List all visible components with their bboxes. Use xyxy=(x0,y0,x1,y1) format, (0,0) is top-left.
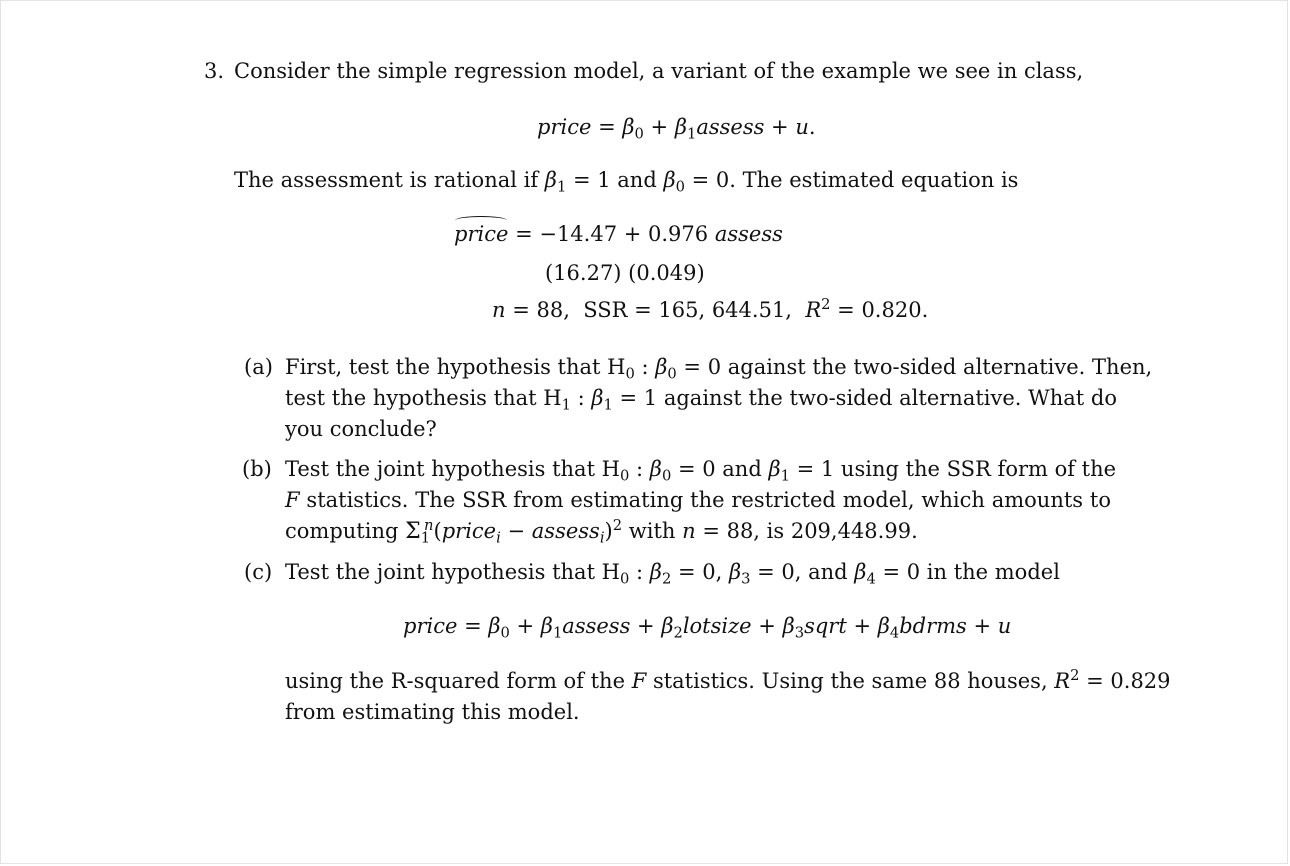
price-hat: price xyxy=(454,222,509,246)
part-b-line-1: Test the joint hypothesis that $H_0$ : $\beta_0 = 0$ and $\beta_1 = 1$ using the SSR form of the xyxy=(285,457,1117,485)
estimated-rhs: = −14.47 + 0.976 assess xyxy=(515,222,783,246)
part-c-line-1: Test the joint hypothesis that $H_0$ : $\beta_2 = 0$, $\beta_3 = 0$, and $\beta_4 = 0$ in the model xyxy=(285,560,1060,588)
part-b-line-2: F statistics. The SSR from estimating the restricted model, which amounts to xyxy=(285,488,1111,512)
part-c-label: (c) xyxy=(244,560,273,584)
question-number: 3. xyxy=(204,59,225,83)
part-a-label: (a) xyxy=(244,355,273,379)
part-c-after-line-2: from estimating this model. xyxy=(285,700,580,724)
part-b-line-3: computing $\Sigma_1^n(price_i$ − assess$_i$)$^2$ with n = 88, is 209,448.99. xyxy=(285,516,918,547)
standard-errors: (16.27) (0.049) xyxy=(545,261,705,285)
regression-stats: n = 88, SSR = 165, 644.51, $R^2 = 0.820$. xyxy=(492,295,929,322)
rational-text: The assessment is rational if $\beta_1 = 1$ and $\beta_0 = 0$. The estimated equation is xyxy=(234,168,1019,196)
part-b-label: (b) xyxy=(242,457,272,481)
model-rhs: = $\beta_0$ + $\beta_1assess + u$. xyxy=(598,115,816,143)
estimated-equation xyxy=(454,224,783,245)
part-c-after-line-1: using the R-squared form of the F statistics. Using the same 88 houses, $R^2 = 0.829$ xyxy=(285,666,1171,693)
part-a-line-1: First, test the hypothesis that $H_0$ : $\beta_0 = 0$ against the two-sided alternative. Then, xyxy=(285,355,1153,383)
full-model-equation: price = $\beta_0$ + $\beta_1assess$ + $\beta_2lotsize$ + $\beta_3sqrt$ + $\beta_4bdrms + u$ xyxy=(403,614,1012,642)
part-a-line-2: test the hypothesis that $H_1$ : $\beta_1 = 1$ against the two-sided alternative. What do xyxy=(285,386,1117,414)
question-intro: Consider the simple regression model, a variant of the example we see in class, xyxy=(234,59,1084,83)
model-lhs: price xyxy=(537,115,592,139)
part-a-line-3: you conclude? xyxy=(285,417,437,441)
model-equation xyxy=(537,115,816,143)
